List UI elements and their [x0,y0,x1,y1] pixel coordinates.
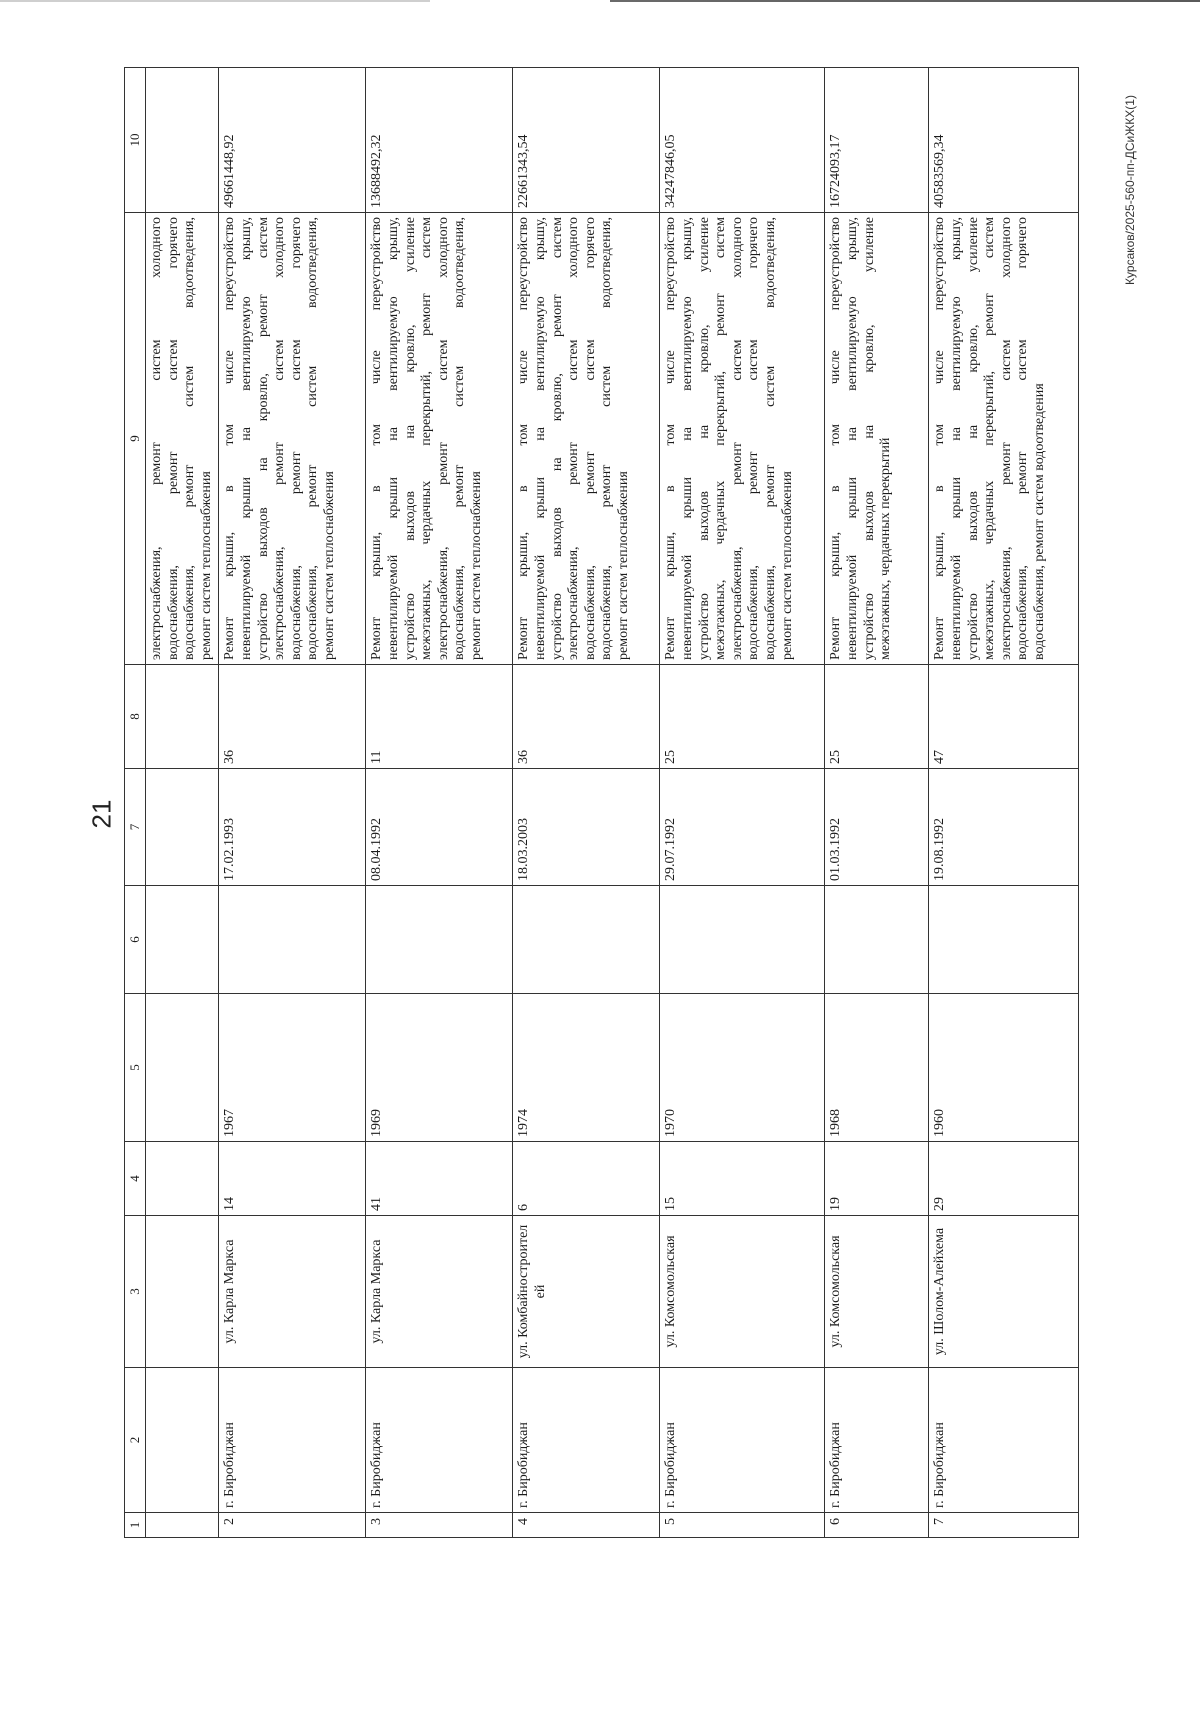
city-cell: г. Биробиджан [366,1368,513,1513]
table-row [366,68,513,1538]
date-cell: 08.04.1992 [366,769,513,886]
works-line: водоснабжения, ремонт систем горячего [288,217,304,660]
row-number-cell: 6 [825,1513,929,1538]
works-line: электроснабжения, ремонт систем холодного [998,217,1014,660]
city-cell: г. Биробиджан [513,1368,660,1513]
works-line: электроснабжения, ремонт систем холодного [149,217,164,660]
column-6-cell [660,886,825,994]
works-line: водоснабжения, ремонт систем водоотведения [1031,383,1047,660]
works-line: ремонт систем теплоснабжения [615,471,631,660]
works-line: электроснабжения, ремонт систем холодного [566,217,582,660]
works-line: устройство выходов на кровлю, усиление [965,217,981,660]
house-number-cell: 41 [366,1142,513,1216]
works-line: устройство выходов на кровлю, усиление [696,217,712,660]
works-line: устройство выходов на кровлю, усиление [861,217,877,660]
works-line: Ремонт крыши, в том числе переустройство [516,217,532,660]
city-cell: г. Биробиджан [825,1368,929,1513]
document-footer-reference: Курсаков/2025-560-пп-ДСиЖКХ(1) [1123,95,1137,285]
column-number: 5 [125,994,146,1142]
rotated-table-container [124,68,1077,1538]
street-cell: ул. Карла Маркса [366,1216,513,1368]
column-8-cell: 11 [366,665,513,769]
column-8-cell: 25 [660,665,825,769]
works-line: устройство выходов на кровлю, ремонт систем [549,217,565,660]
build-year-cell: 1960 [929,994,1079,1142]
house-number-cell: 19 [825,1142,929,1216]
table-row [929,68,1079,1538]
works-line: невентилируемой крыши на вентилируемую крышу, [385,217,401,660]
works-line: ремонт систем теплоснабжения [779,471,795,660]
column-6-cell [366,886,513,994]
house-number-cell: 14 [219,1142,366,1216]
street-cell: ул. Комбайностроител ей [513,1216,660,1368]
works-line: водоснабжения, ремонт систем водоотведения, [452,217,468,660]
row-number-cell: 4 [513,1513,660,1538]
city-cell: г. Биробиджан [219,1368,366,1513]
house-number-cell: 6 [513,1142,660,1216]
works-description [825,213,929,665]
house-number-cell: 29 [929,1142,1079,1216]
works-line: водоснабжения, ремонт систем горячего [746,217,762,660]
date-cell: 01.03.1992 [825,769,929,886]
continuation-row [146,68,219,1538]
works-description [660,213,825,665]
column-number-row [125,68,146,1538]
works-line: водоснабжения, ремонт систем водоотведения, [305,217,321,660]
works-line: водоснабжения, ремонт систем водоотведения, [762,217,778,660]
street-cell: ул. Комсомольская [825,1216,929,1368]
repair-cost-cell: 40583569,34 [929,68,1079,213]
works-description [366,213,513,665]
works-line: ремонт систем теплоснабжения [198,471,214,660]
works-line: водоснабжения, ремонт систем водоотведения, [599,217,615,660]
works-line: ремонт систем теплоснабжения [321,471,337,660]
works-line: невентилируемой крыши на вентилируемую крышу, [532,217,548,660]
repair-cost-cell: 13688492,32 [366,68,513,213]
table-row [513,68,660,1538]
street-cell: ул. Карла Маркса [219,1216,366,1368]
works-description [513,213,660,665]
street-cell: ул. Комсомольская [660,1216,825,1368]
build-year-cell: 1970 [660,994,825,1142]
works-description [929,213,1079,665]
column-number: 3 [125,1216,146,1368]
works-line: водоснабжения, ремонт систем горячего [582,217,598,660]
works-line: устройство выходов на кровлю, ремонт систем [255,217,271,660]
scan-top-edge [0,0,1200,2]
works-line: устройство выходов на кровлю, усиление [402,217,418,660]
repair-cost-cell: 22661343,54 [513,68,660,213]
date-cell: 18.03.2003 [513,769,660,886]
works-line: межэтажных, чердачных перекрытий, ремонт систем [713,217,729,660]
column-number: 6 [125,886,146,994]
street-cell: ул. Шолом-Алейхема [929,1216,1079,1368]
works-line: водоснабжения, ремонт систем горячего [1015,217,1031,660]
row-number-cell: 7 [929,1513,1079,1538]
works-line: водоснабжения, ремонт систем водоотведения, [182,217,198,660]
works-line: межэтажных, чердачных перекрытий [878,437,894,660]
column-number: 4 [125,1142,146,1216]
column-number: 10 [125,68,146,213]
column-number: 7 [125,769,146,886]
build-year-cell: 1974 [513,994,660,1142]
build-year-cell: 1969 [366,994,513,1142]
works-line: невентилируемой крыши на вентилируемую крышу, [679,217,695,660]
table-row [660,68,825,1538]
column-8-cell: 25 [825,665,929,769]
works-line: ремонт систем теплоснабжения [468,471,484,660]
page-number: 21 [86,799,117,829]
works-line: Ремонт крыши, в том числе переустройство [828,217,844,660]
city-cell: г. Биробиджан [929,1368,1079,1513]
repair-cost-cell: 16724093,17 [825,68,929,213]
row-number-cell: 3 [366,1513,513,1538]
works-line: Ремонт крыши, в том числе переустройство [369,217,385,660]
works-line: невентилируемой крыши на вентилируемую крышу, [948,217,964,660]
date-cell: 17.02.1993 [219,769,366,886]
column-6-cell [513,886,660,994]
column-number: 8 [125,665,146,769]
column-6-cell [219,886,366,994]
works-line: Ремонт крыши, в том числе переустройство [663,217,679,660]
column-8-cell: 36 [219,665,366,769]
works-line: Ремонт крыши, в том числе переустройство [932,217,948,660]
repair-cost-cell: 34247846,05 [660,68,825,213]
works-line: электроснабжения, ремонт систем холодного [272,217,288,660]
works-line: водоснабжения, ремонт систем горячего [165,217,181,660]
column-number: 9 [125,213,146,665]
works-description [219,213,366,665]
column-6-cell [929,886,1079,994]
works-line: электроснабжения, ремонт систем холодного [729,217,745,660]
column-number: 2 [125,1368,146,1513]
works-line: межэтажных, чердачных перекрытий, ремонт систем [982,217,998,660]
works-line: межэтажных, чердачных перекрытий, ремонт систем [419,217,435,660]
works-line: Ремонт крыши, в том числе переустройство [222,217,238,660]
works-line: невентилируемой крыши на вентилируемую крышу, [844,217,860,660]
build-year-cell: 1967 [219,994,366,1142]
column-6-cell [825,886,929,994]
works-line: невентилируемой крыши на вентилируемую крышу, [238,217,254,660]
works-line: электроснабжения, ремонт систем холодного [435,217,451,660]
table-row [219,68,366,1538]
capital-repair-table [124,67,1079,1538]
row-number-cell: 2 [219,1513,366,1538]
row-number-cell: 5 [660,1513,825,1538]
date-cell: 29.07.1992 [660,769,825,886]
house-number-cell: 15 [660,1142,825,1216]
column-8-cell: 36 [513,665,660,769]
date-cell: 19.08.1992 [929,769,1079,886]
column-8-cell: 47 [929,665,1079,769]
table-row [825,68,929,1538]
build-year-cell: 1968 [825,994,929,1142]
column-number: 1 [125,1513,146,1538]
city-cell: г. Биробиджан [660,1368,825,1513]
repair-cost-cell: 49661448,92 [219,68,366,213]
works-description [146,213,219,665]
